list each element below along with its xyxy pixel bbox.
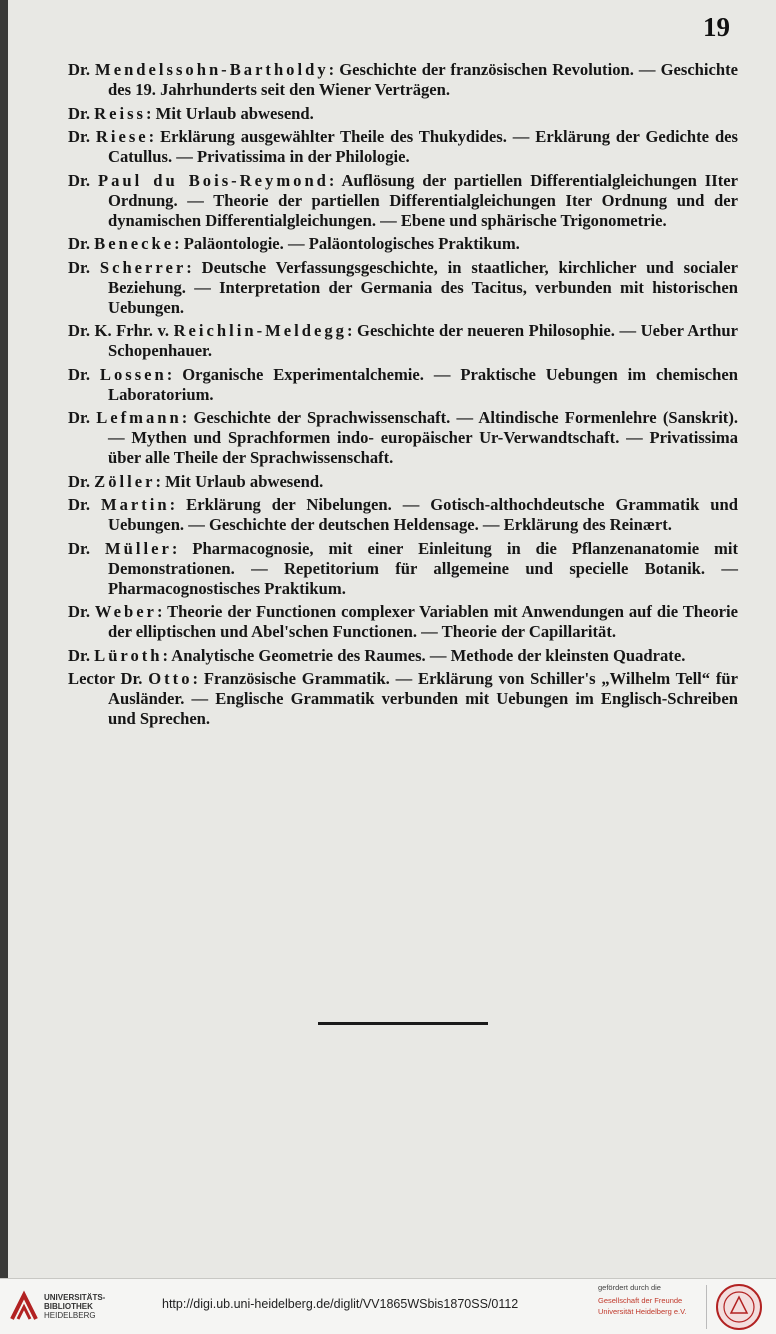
lecture-entry (68, 365, 738, 405)
entry-prefix: Dr. (68, 257, 100, 277)
entry-prefix: Dr. (68, 471, 95, 491)
lecture-entry (68, 602, 738, 642)
lecturer-name: Reichlin-Meldegg (173, 321, 347, 340)
entry-prefix: Dr. (68, 645, 95, 665)
entry-text: : Pharmacognosie, mit einer Einleitung in die Pflanzenanatomie mit Demonstrationen. — Repetitorium für allgemeine und specielle Botanik. — Pharmacognostisches Praktikum. (108, 538, 738, 598)
lecturer-name: Martin (100, 495, 170, 514)
lecture-list (68, 60, 738, 733)
lecture-entry (68, 127, 738, 167)
lecturer-name: Müller (104, 538, 172, 558)
entry-text: : Mit Urlaub abwesend. (146, 103, 314, 123)
lecture-entry (68, 60, 738, 100)
viewer-footer (0, 1278, 776, 1334)
page-number: 19 (703, 12, 730, 42)
entry-text: : Geschichte der Sprachwissenschaft. — Altindische Formenlehre (Sanskrit). — Mythen und Sprachformen indo- europäischer Ur-Verwandtschaft. — Privatissima über alle Theile der Sprachwissenschaft. (108, 408, 739, 467)
closing-rule (318, 1022, 488, 1025)
university-seal-icon[interactable] (714, 1283, 764, 1331)
entry-prefix: Dr. (68, 234, 95, 253)
lecturer-name: Lossen (99, 364, 167, 384)
entry-prefix: Lector Dr. (68, 669, 149, 688)
entry-prefix: Dr. (68, 103, 95, 123)
lecturer-name: Scherrer (99, 257, 187, 277)
entry-prefix: Dr. (68, 60, 96, 79)
entry-text: : Organische Experimentalchemie. — Praktische Uebungen im chemischen Laboratorium. (108, 364, 738, 404)
entry-text: : Deutsche Verfassungsgeschichte, in staatlicher, kirchlicher und socialer Beziehung. — Interpretation der Germania des Tacitus, verbunden mit historischen Uebungen. (108, 257, 738, 317)
entry-text: : Theorie der Functionen complexer Variablen mit Anwendungen auf die Theorie der elliptischen und Abel'schen Functionen. — Theorie der Capillarität. (108, 602, 739, 641)
entry-text: : Analytische Geometrie des Raumes. — Methode der kleinsten Quadrate. (162, 645, 686, 665)
lecturer-name: Lefmann (96, 408, 182, 427)
lecture-entry (68, 646, 738, 666)
entry-text: : Erklärung ausgewählter Theile des Thukydides. — Erklärung der Gedichte des Catullus. — Privatissima in der Philologie. (108, 127, 738, 166)
permalink-url[interactable]: http://digi.ub.uni-heidelberg.de/diglit/VV1865WSbis1870SS/0112 (162, 1297, 519, 1311)
sponsor-name-line[interactable]: Universität Heidelberg e.V. (598, 1307, 687, 1316)
entry-prefix: Dr. (68, 538, 105, 558)
lecture-entry (68, 104, 738, 124)
lecture-entry (68, 234, 738, 254)
entry-text: : Paläontologie. — Paläontologisches Praktikum. (174, 234, 520, 253)
entry-prefix: Dr. K. Frhr. v. (68, 321, 174, 340)
entry-text: : Mit Urlaub abwesend. (155, 471, 324, 491)
library-name[interactable] (44, 1293, 124, 1320)
lecturer-name: Weber (94, 602, 157, 621)
library-name-line: BIBLIOTHEK (44, 1302, 93, 1311)
entry-text: : Geschichte der französischen Revolution. — Geschichte des 19. Jahrhunderts seit den Wiener Verträgen. (108, 60, 739, 99)
entry-prefix: Dr. (68, 495, 101, 514)
lecture-entry (68, 171, 738, 231)
entry-prefix: Dr. (68, 408, 97, 427)
lecturer-name: Lüroth (94, 645, 163, 665)
lecturer-name: Benecke (94, 234, 175, 253)
lecture-entry (68, 472, 738, 492)
entry-prefix: Dr. (68, 364, 100, 384)
lecture-entry (68, 539, 738, 599)
lecturer-name: Reiss (94, 103, 146, 123)
lecture-entry (68, 669, 738, 729)
lecturer-name: Mendelssohn-Bartholdy (95, 60, 329, 79)
entry-text: : Geschichte der neueren Philosophie. — Ueber Arthur Schopenhauer. (108, 321, 738, 360)
library-name-line: UNIVERSITÄTS- (44, 1293, 106, 1302)
footer-divider (706, 1285, 707, 1329)
entry-prefix: Dr. (68, 602, 95, 621)
lecturer-name: Riese (95, 127, 149, 146)
sponsor-label: gefördert durch die (598, 1283, 661, 1292)
entry-prefix: Dr. (68, 127, 96, 146)
lecture-entry (68, 408, 738, 468)
entry-text: : Französische Grammatik. — Erklärung von Schiller's „Wilhelm Tell“ für Ausländer. — Englische Grammatik verbunden mit Uebungen im Englisch-Schreiben und Sprechen. (108, 669, 738, 728)
entry-prefix: Dr. (68, 170, 98, 190)
lecture-entry (68, 321, 738, 361)
entry-text: : Auflösung der partiellen Differentialgleichungen IIter Ordnung. — Theorie der partiellen Differentialgleichungen Iter Ordnung und der dynamischen Differentialgleichungen. — Ebene und sphärische Trigonometrie. (108, 170, 738, 230)
library-name-line: HEIDELBERG (44, 1311, 96, 1320)
lecturer-name: Otto (148, 669, 193, 688)
lecturer-name: Zöller (94, 471, 156, 491)
lecture-entry (68, 495, 738, 535)
lecture-entry (68, 258, 738, 318)
library-logo-icon[interactable] (8, 1289, 40, 1325)
lecturer-name: Paul du Bois-Reymond (97, 170, 329, 190)
sponsor-name-line[interactable]: Gesellschaft der Freunde (598, 1296, 683, 1305)
entry-text: : Erklärung der Nibelungen. — Gotisch-althochdeutsche Grammatik und Uebungen. — Geschichte der deutschen Heldensage. — Erklärung des Reinært. (108, 495, 738, 534)
